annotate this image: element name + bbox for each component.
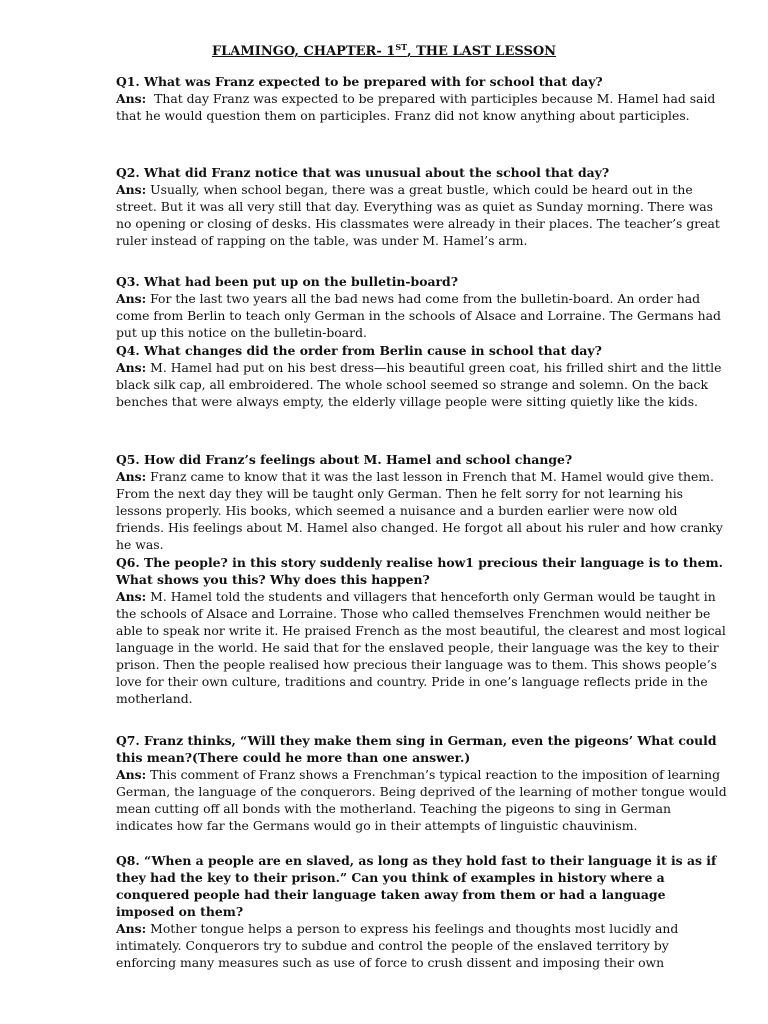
question-2: Q2. What did Franz notice that was unusual about the school that day? — [116, 165, 610, 180]
answer-label-4: Ans: — [116, 360, 147, 375]
answer-label-1: Ans: — [116, 91, 147, 106]
question-8: Q8. “When a people are en slaved, as long as they hold fast to their language it is as if they had the key to their prison.” Can you think of examples in history where a conquered people had their language taken away from them or had a language imposed on them? — [116, 853, 717, 919]
title-prefix: FLAMINGO, CHAPTER- 1 — [211, 44, 396, 59]
qa-block-7 — [116, 732, 728, 834]
answer-6: M. Hamel told the students and villagers that henceforth only German would be taught in the schools of Alsace and Lorraine. Those who called themselves Frenchmen would neither be able to speak nor write it. He praised French as the most beautiful, the clearest and most logical language in the world. He said that for the enslaved people, their language was the key to their prison. Then the people realised how precious their language was to them. This shows people’s love for their own culture, traditions and country. Pride in one’s language reflects pride in the motherland. — [116, 589, 726, 706]
question-5: Q5. How did Franz’s feelings about M. Hamel and school change? — [116, 452, 573, 467]
question-7: Q7. Franz thinks, “Will they make them sing in German, even the pigeons’ What could this mean?(There could he more than one answer.) — [116, 733, 717, 765]
answer-1: That day Franz was expected to be prepared with participles because M. Hamel had said that he would question them on participles. Franz did not know anything about participles. — [116, 91, 716, 123]
page-title — [0, 43, 768, 60]
qa-block-8 — [116, 852, 728, 971]
answer-label-7: Ans: — [116, 767, 147, 782]
answer-3: For the last two years all the bad news had come from the bulletin-board. An order had come from Berlin to teach only German in the schools of Alsace and Lorraine. The Germans had put up this notice on the bulletin-board. — [116, 291, 721, 340]
answer-label-6: Ans: — [116, 589, 147, 604]
qa-block-4 — [116, 342, 728, 410]
question-4: Q4. What changes did the order from Berlin cause in school that day? — [116, 343, 602, 358]
qa-block-2 — [116, 164, 728, 249]
qa-block-3 — [116, 273, 728, 341]
answer-5: Franz came to know that it was the last lesson in French that M. Hamel would give them. From the next day they will be taught only German. Then he felt sorry for not learning his lessons properly. His books, which seemed a nuisance and a burden earlier were now old friends. His feelings about M. Hamel also changed. He forgot all about his ruler and how cranky he was. — [116, 469, 723, 552]
question-1: Q1. What was Franz expected to be prepared with for school that day? — [116, 74, 603, 89]
answer-8: Mother tongue helps a person to express his feelings and thoughts most lucidly and intimately. Conquerors try to subdue and control the people of the enslaved territory by enforcing many measures such as use of force to crush dissent and imposing their own — [116, 921, 679, 970]
qa-block-6 — [116, 554, 728, 707]
qa-block-5 — [116, 451, 728, 553]
answer-label-2: Ans: — [116, 182, 147, 197]
answer-label-8: Ans: — [116, 921, 147, 936]
answer-2: Usually, when school began, there was a great bustle, which could be heard out in the street. But it was all very still that day. Everything was as quiet as Sunday morning. There was no opening or closing of desks. His classmates were already in their places. The teacher’s great ruler instead of rapping on the table, was under M. Hamel’s arm. — [116, 182, 720, 248]
answer-4: M. Hamel had put on his best dress—his beautiful green coat, his frilled shirt and the little black silk cap, all embroidered. The whole school seemed so strange and solemn. On the back benches that were always empty, the elderly village people were sitting quietly like the kids. — [116, 360, 722, 409]
title-suffix: , THE LAST LESSON — [407, 44, 557, 59]
qa-block-1 — [116, 73, 728, 124]
question-6: Q6. The people? in this story suddenly realise how1 precious their language is to them. What shows you this? Why does this happen? — [116, 555, 723, 587]
answer-7: This comment of Franz shows a Frenchman’s typical reaction to the imposition of learning German, the language of the conquerors. Being deprived of the learning of mother tongue would mean cutting off all bonds with the motherland. Teaching the pigeons to sing in German indicates how far the Germans would go in their attempts of linguistic chauvinism. — [116, 767, 727, 833]
question-3: Q3. What had been put up on the bulletin-board? — [116, 274, 458, 289]
title-superscript: ST — [395, 42, 408, 52]
answer-label-5: Ans: — [116, 469, 147, 484]
answer-label-3: Ans: — [116, 291, 147, 306]
